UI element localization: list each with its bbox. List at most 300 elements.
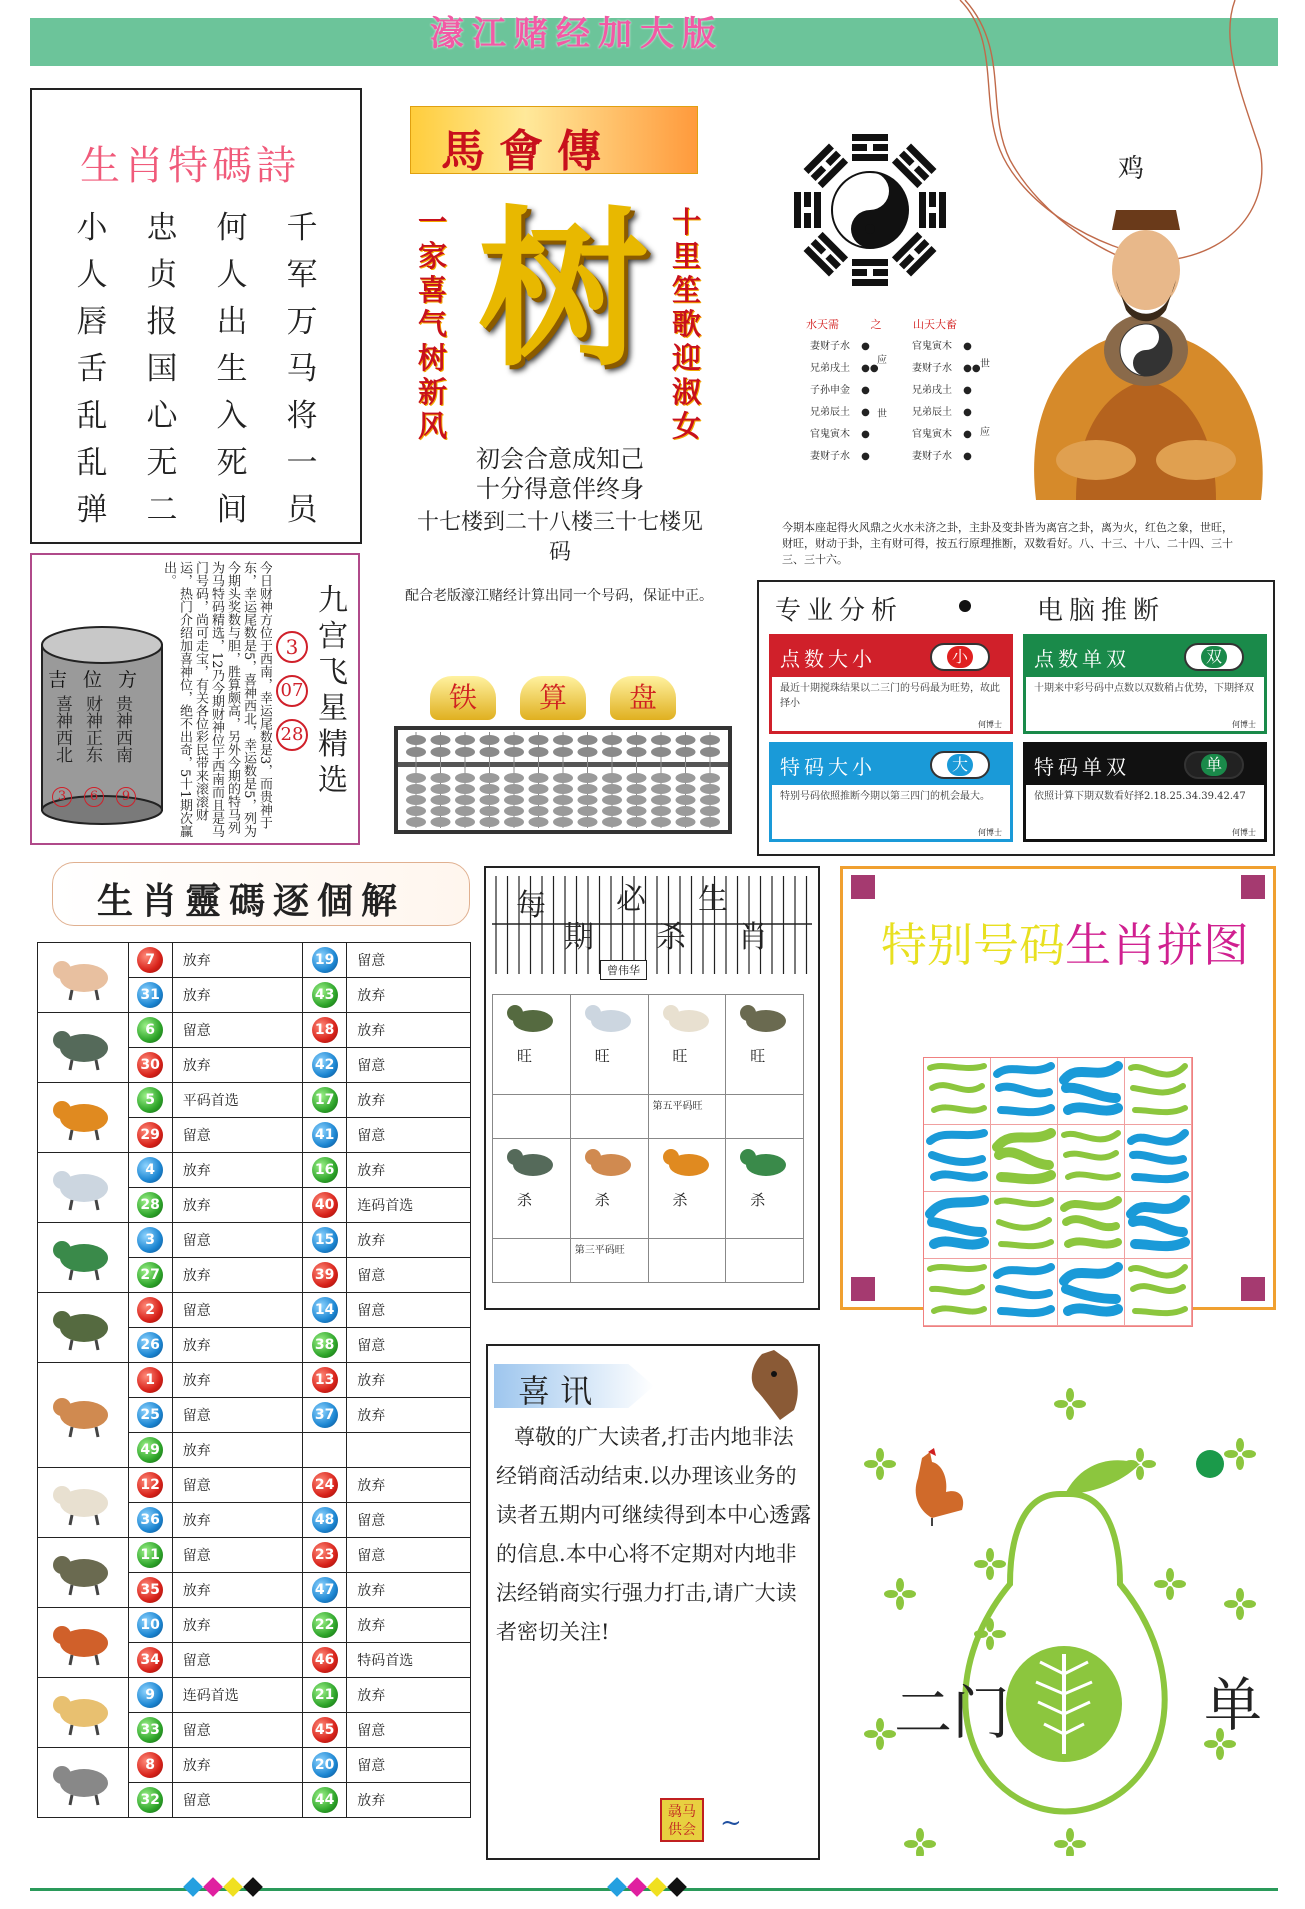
advice-cell: 留意 <box>172 1293 302 1328</box>
abacus-bead <box>651 795 671 805</box>
abacus-bead <box>676 817 696 827</box>
number-ball: 36 <box>137 1507 163 1533</box>
news-box <box>486 1344 820 1860</box>
table-row <box>38 1538 471 1573</box>
analysis-box-text: 依照计算下期双数看好择2.18.25.34.39.42.47 <box>1034 791 1246 802</box>
number-ball-cell <box>128 978 172 1013</box>
number-ball-cell <box>128 1748 172 1783</box>
abacus-bead <box>553 817 573 827</box>
abacus-bead <box>529 735 549 745</box>
advice-cell: 放弃 <box>172 1328 302 1363</box>
number-ball-cell <box>128 1363 172 1398</box>
table-row <box>38 1293 471 1328</box>
abacus-bead <box>651 747 671 757</box>
meiqi-box <box>484 866 820 1310</box>
puzzle-tile <box>1058 1058 1124 1124</box>
number-ball: 28 <box>137 1192 163 1218</box>
yao-dot-icon: ●● <box>858 363 879 374</box>
mahui-lines <box>410 444 710 568</box>
analysis-box-title: 特码大小 <box>780 755 876 779</box>
meiqi-char-5: 生 <box>698 882 728 917</box>
jiugong-title: 九宫飞星精选 <box>318 583 348 798</box>
abacus-bead <box>553 735 573 745</box>
advice-cell: 留意 <box>172 1223 302 1258</box>
advice-cell: 放弃 <box>347 1013 471 1048</box>
yao-dot-icon: ● <box>858 407 870 418</box>
horse-icon <box>38 1363 129 1468</box>
abacus-bead <box>651 806 671 816</box>
meiqi-note-cell <box>648 1239 726 1283</box>
meiqi-note-cell <box>726 1095 804 1139</box>
footer-color-dots <box>610 1880 684 1894</box>
advice-cell: 放弃 <box>347 1678 471 1713</box>
number-ball: 18 <box>312 1017 338 1043</box>
analysis-header-right: 电脑推断 <box>1037 596 1166 626</box>
analysis-box <box>1023 634 1267 734</box>
poem-char: 心 <box>146 398 178 434</box>
abacus-bead <box>480 795 500 805</box>
drum-col-3: 贵神西南 <box>112 695 132 763</box>
meiqi-note-cell <box>493 1095 571 1139</box>
abacus-bead <box>431 806 451 816</box>
horse-head-icon <box>744 1350 804 1422</box>
table-row <box>38 1223 471 1258</box>
advice-cell: 留意 <box>347 1713 471 1748</box>
number-ball: 26 <box>137 1332 163 1358</box>
number-ball-cell <box>128 1573 172 1608</box>
meiqi-note-cell: 第三平码旺 <box>570 1239 648 1283</box>
number-ball: 38 <box>312 1332 338 1358</box>
advice-cell: 放弃 <box>172 1363 302 1398</box>
yao-dot-icon: ● <box>858 451 870 462</box>
abacus-bead <box>602 817 622 827</box>
advice-cell: 放弃 <box>172 1188 302 1223</box>
ox-icon <box>38 1013 129 1083</box>
hexagram-row <box>810 424 900 446</box>
abacus-bead <box>553 784 573 794</box>
advice-cell: 放弃 <box>347 1083 471 1118</box>
analysis-box-header <box>772 637 1010 677</box>
bagua-description: 今期本座起得火风鼎之火水未济之卦，主卦及变卦皆为离宫之卦，离为火，红色之象，世旺，财旺，财动于卦，主有财可得，按五行原理推断，双数看好。八、十三、十八、二十四、三十三、三十六。 <box>782 521 1233 566</box>
abacus-title-3: 盘 <box>610 676 676 720</box>
meiqi-note-cell <box>570 1095 648 1139</box>
poem-char: 乱 <box>76 398 108 434</box>
abacus-bead <box>455 806 475 816</box>
table-row <box>38 1678 471 1713</box>
goat-icon <box>38 1468 129 1538</box>
number-ball: 21 <box>312 1682 338 1708</box>
abacus-bead <box>529 817 549 827</box>
number-ball: 15 <box>312 1227 338 1253</box>
advice-cell: 放弃 <box>347 1398 471 1433</box>
hexagram-row-label: 妻财子水 <box>810 341 850 352</box>
number-ball: 20 <box>312 1752 338 1778</box>
poem-columns <box>72 202 322 531</box>
table-row <box>38 1363 471 1398</box>
abacus-bead <box>553 806 573 816</box>
yao-dot-icon: ● <box>960 341 972 352</box>
advice-cell: 放弃 <box>347 1223 471 1258</box>
analysis-box-sign: 何博士 <box>978 720 1002 729</box>
advice-cell: 留意 <box>172 1643 302 1678</box>
number-ball-cell <box>303 1713 347 1748</box>
advice-cell: 留意 <box>347 943 471 978</box>
advice-cell: 放弃 <box>347 1363 471 1398</box>
abacus-bead <box>480 735 500 745</box>
analysis-badge <box>1184 643 1244 671</box>
abacus-bead <box>431 773 451 783</box>
puzzle-title-b: 生肖拼图 <box>1065 918 1249 972</box>
abacus-bead <box>651 817 671 827</box>
news-body: 尊敬的广大读者,打击内地非法经销商活动结束.以办理该业务的读者五期内可继续得到本中心透露的信息.本中心将不定期对内地非法经销商实行强力打击,请广大读者密切关注! <box>496 1425 811 1644</box>
meiqi-verdict: 杀 <box>517 1191 533 1209</box>
number-ball-cell <box>303 1328 347 1363</box>
abacus-title-2: 算 <box>520 676 586 720</box>
table-row <box>38 1468 471 1503</box>
puzzle-tile <box>1125 1125 1191 1191</box>
pear-illustration <box>840 1344 1276 1856</box>
zodiac-poem-box <box>30 88 362 544</box>
poem-char: 万 <box>286 304 318 340</box>
analysis-badge <box>930 751 990 779</box>
rabbit-icon <box>38 1153 129 1223</box>
abacus-bead <box>480 806 500 816</box>
number-ball-cell <box>303 1468 347 1503</box>
rooster-label: 鸡 <box>1118 154 1145 184</box>
number-ball-cell <box>303 1538 347 1573</box>
abacus-bead <box>480 773 500 783</box>
number-ball-cell <box>303 1013 347 1048</box>
advice-cell: 留意 <box>172 1118 302 1153</box>
pear-right-text: 单 <box>1204 1671 1263 1739</box>
abacus-bead <box>627 784 647 794</box>
ying-mark-right: 应 <box>980 427 990 438</box>
abacus-bead <box>553 773 573 783</box>
advice-cell: 放弃 <box>347 1153 471 1188</box>
drum-title: 吉位方 <box>48 669 154 691</box>
hexagram-row <box>810 380 900 402</box>
analysis-badge-label: 单 <box>1201 754 1227 776</box>
dog-icon <box>38 1678 129 1748</box>
advice-cell: 放弃 <box>172 1608 302 1643</box>
abacus-bead <box>651 773 671 783</box>
bagua-taiji-icon <box>790 130 950 290</box>
puzzle-tile <box>924 1125 990 1191</box>
number-ball-cell <box>303 1748 347 1783</box>
abacus-bead <box>529 773 549 783</box>
abacus-bead <box>700 784 720 794</box>
analysis-box-title: 点数单双 <box>1034 647 1130 671</box>
number-ball-cell <box>128 1048 172 1083</box>
abacus-bead <box>700 795 720 805</box>
hexagram-row <box>912 446 1002 468</box>
advice-cell: 放弃 <box>172 1573 302 1608</box>
meiqi-cell <box>726 1139 804 1239</box>
abacus-bead <box>700 817 720 827</box>
advice-cell: 留意 <box>172 1538 302 1573</box>
abacus-bead <box>700 806 720 816</box>
advice-cell: 留意 <box>347 1748 471 1783</box>
number-ball: 44 <box>312 1787 338 1813</box>
advice-cell: 留意 <box>172 1468 302 1503</box>
poem-char: 小 <box>76 210 108 246</box>
analysis-header-left: 专业分析 <box>775 596 904 626</box>
meiqi-verdict: 旺 <box>750 1047 766 1065</box>
meiqi-note-cell <box>493 1239 571 1283</box>
meiqi-cell <box>570 1139 648 1239</box>
analysis-badge-label: 双 <box>1201 646 1227 668</box>
advice-cell: 放弃 <box>347 978 471 1013</box>
poem-column <box>282 202 322 531</box>
number-ball-cell <box>303 1153 347 1188</box>
advice-cell: 留意 <box>172 1398 302 1433</box>
poem-char: 入 <box>216 398 248 434</box>
number-ball: 35 <box>137 1577 163 1603</box>
number-ball: 45 <box>312 1717 338 1743</box>
analysis-box-sign: 何博士 <box>978 828 1002 837</box>
number-ball: 47 <box>312 1577 338 1603</box>
number-ball-cell <box>128 943 172 978</box>
analysis-box-sign: 何博士 <box>1232 828 1256 837</box>
number-ball-cell <box>303 1643 347 1678</box>
jiugong-box <box>30 553 360 845</box>
hex-right: 山天大畜 <box>913 318 957 331</box>
poem-char: 死 <box>216 445 248 481</box>
abacus-bead <box>676 806 696 816</box>
number-ball: 33 <box>137 1717 163 1743</box>
number-ball: 23 <box>312 1542 338 1568</box>
abacus-bead <box>700 747 720 757</box>
advice-cell: 留意 <box>347 1538 471 1573</box>
mahui-title: 馬會傳 <box>441 126 615 177</box>
rooster-icon <box>38 1608 129 1678</box>
hexagram-row-label: 官鬼寅木 <box>912 429 952 440</box>
advice-cell <box>347 1433 471 1468</box>
number-ball-cell <box>128 1153 172 1188</box>
abacus-bead <box>602 747 622 757</box>
table-row <box>38 1083 471 1118</box>
yao-dot-icon: ●● <box>960 363 981 374</box>
zodiac-title: 生肖靈碼逐個解 <box>97 880 406 922</box>
number-ball-cell <box>128 1293 172 1328</box>
analysis-box-text: 十期来中彩号码中点数以双数稍占优势，下期择双 <box>1034 683 1254 694</box>
hexagram-row-label: 兄弟辰土 <box>912 407 952 418</box>
analysis-panel <box>757 580 1275 856</box>
analysis-badge <box>930 643 990 671</box>
number-ball-cell <box>303 1433 347 1468</box>
tiger-icon <box>659 1143 715 1185</box>
poem-char: 乱 <box>76 445 108 481</box>
yao-dot-icon: ● <box>858 341 870 352</box>
analysis-box-header <box>1026 637 1264 677</box>
abacus-bead <box>431 747 451 757</box>
hexagram-row-label: 妻财子水 <box>912 363 952 374</box>
number-ball-cell <box>303 1083 347 1118</box>
number-ball: 30 <box>137 1052 163 1078</box>
meiqi-verdict: 杀 <box>594 1191 610 1209</box>
abacus-bead <box>431 817 451 827</box>
jiugong-text: 今日财神方位于西南，幸运尾数是3，而贵神于东，幸运尾数是5，喜神西北，幸运数是5，列为今期头奖数与胆，胜算颇高，另外今期的特马列为马特码精选，12乃今期财神位于西南而且是马门号码，尚可走宝，有关各位彩民带来滚滚财运，热门介绍加喜神位，绝不出奇，5十1期次赢出。 <box>161 561 272 838</box>
puzzle-tile <box>1058 1192 1124 1258</box>
abacus-bead <box>504 773 524 783</box>
advice-cell: 留意 <box>172 1713 302 1748</box>
hexagram-row-label: 官鬼寅木 <box>810 429 850 440</box>
advice-cell: 放弃 <box>172 978 302 1013</box>
number-ball: 24 <box>312 1472 338 1498</box>
abacus-bead <box>504 795 524 805</box>
meiqi-cell <box>648 995 726 1095</box>
poem-char: 弹 <box>76 492 108 528</box>
mahui-line-1: 初会合意成知己 <box>476 445 644 473</box>
number-ball: 4 <box>137 1157 163 1183</box>
advice-cell: 放弃 <box>172 1748 302 1783</box>
number-ball: 3 <box>137 1227 163 1253</box>
analysis-box-text: 最近十期搅珠结果以二三门的号码最为旺势，故此择小 <box>780 683 1000 709</box>
abacus-bead <box>627 747 647 757</box>
abacus-bead <box>700 735 720 745</box>
advice-cell: 留意 <box>172 1783 302 1818</box>
number-ball: 10 <box>137 1612 163 1638</box>
poem-char: 将 <box>286 398 318 434</box>
mahui-left-couplet: 一家喜气树新风 <box>418 205 448 443</box>
number-ball-cell <box>303 1573 347 1608</box>
number-ball-cell <box>303 1048 347 1083</box>
table-row <box>38 943 471 978</box>
abacus-bead <box>602 806 622 816</box>
jiugong-number-1: 3 <box>276 631 308 663</box>
number-ball: 40 <box>312 1192 338 1218</box>
poem-char: 千 <box>286 210 318 246</box>
analysis-badge-label: 大 <box>947 754 973 776</box>
ox-icon <box>503 1143 559 1185</box>
meiqi-char-6: 肖 <box>738 920 768 955</box>
meiqi-verdict: 旺 <box>517 1047 533 1065</box>
advice-cell: 平码首选 <box>172 1083 302 1118</box>
hexagram-row-label: 官鬼寅木 <box>912 341 952 352</box>
meiqi-table <box>492 994 804 1283</box>
poem-char: 唇 <box>76 304 108 340</box>
abacus-bead <box>480 784 500 794</box>
hex-left: 水天需 <box>806 318 839 331</box>
analysis-box-sign: 何博士 <box>1232 720 1256 729</box>
advice-cell: 连码首选 <box>172 1678 302 1713</box>
meiqi-cell <box>726 995 804 1095</box>
analysis-box <box>1023 742 1267 842</box>
abacus-bead <box>455 773 475 783</box>
number-ball-cell <box>128 1468 172 1503</box>
signature-mark: ~ <box>720 1808 742 1838</box>
advice-cell: 留意 <box>347 1258 471 1293</box>
banner-title: 濠江赌经加大版 <box>430 14 724 54</box>
number-ball: 7 <box>137 947 163 973</box>
analysis-box-title: 点数大小 <box>780 647 876 671</box>
number-ball-cell <box>128 1608 172 1643</box>
advice-cell: 留意 <box>172 1013 302 1048</box>
abacus-bead <box>578 773 598 783</box>
puzzle-tile <box>1125 1058 1191 1124</box>
abacus-bead <box>455 735 475 745</box>
number-ball: 42 <box>312 1052 338 1078</box>
abacus-bead <box>578 735 598 745</box>
abacus-bead <box>504 747 524 757</box>
number-ball-cell <box>303 943 347 978</box>
abacus-bead <box>676 735 696 745</box>
advice-cell: 放弃 <box>347 1468 471 1503</box>
number-ball: 34 <box>137 1647 163 1673</box>
poem-char: 国 <box>146 351 178 387</box>
number-ball-cell <box>128 1188 172 1223</box>
ying-mark-left: 应 <box>877 355 887 366</box>
number-ball-cell <box>128 1433 172 1468</box>
abacus-bead <box>504 784 524 794</box>
number-ball-cell <box>128 1643 172 1678</box>
abacus-bead <box>627 806 647 816</box>
number-ball-cell <box>303 1118 347 1153</box>
hexagram-row-label: 兄弟辰土 <box>810 407 850 418</box>
footer-color-dots <box>186 1880 260 1894</box>
number-ball: 46 <box>312 1647 338 1673</box>
analysis-box-text: 特别号码依照推断今期以第三四门的机会最大。 <box>780 791 990 802</box>
abacus-bead <box>578 795 598 805</box>
poem-char: 贞 <box>146 257 178 293</box>
abacus-bead <box>651 784 671 794</box>
puzzle-tile <box>924 1259 990 1325</box>
number-ball: 14 <box>312 1297 338 1323</box>
sage-figure-image <box>1016 200 1276 500</box>
dragon-icon <box>38 1223 129 1293</box>
corner-square <box>1241 1277 1265 1301</box>
hex-mid: 之 <box>870 318 882 331</box>
number-ball: 32 <box>137 1787 163 1813</box>
advice-cell: 放弃 <box>347 1608 471 1643</box>
number-ball: 11 <box>137 1542 163 1568</box>
jiugong-numbers <box>276 631 310 751</box>
puzzle-tile <box>1058 1259 1124 1325</box>
analysis-badge-label: 小 <box>947 646 973 668</box>
abacus-title <box>430 676 676 720</box>
poem-char: 何 <box>216 210 248 246</box>
corner-square <box>1241 875 1265 899</box>
mahui-big-char: 树 <box>478 190 649 390</box>
advice-cell: 留意 <box>347 1293 471 1328</box>
number-ball-cell <box>303 1188 347 1223</box>
meiqi-char-3: 必 <box>616 882 646 917</box>
advice-cell: 放弃 <box>172 943 302 978</box>
poem-column <box>72 202 112 531</box>
abacus-bead <box>406 817 426 827</box>
poem-char: 人 <box>216 257 248 293</box>
table-row <box>493 1239 804 1283</box>
drum-col-1: 喜神西北 <box>52 695 72 763</box>
number-ball: 13 <box>312 1367 338 1393</box>
abacus-bead <box>455 817 475 827</box>
analysis-box <box>769 634 1013 734</box>
abacus-bead <box>406 735 426 745</box>
drum-columns <box>52 695 132 763</box>
dragon-icon <box>736 1143 792 1185</box>
drum-numbers <box>52 787 136 807</box>
analysis-box-title: 特码单双 <box>1034 755 1130 779</box>
number-ball: 1 <box>137 1367 163 1393</box>
advice-cell: 放弃 <box>172 1153 302 1188</box>
jiugong-number-3: 28 <box>276 719 308 751</box>
yao-dot-icon: ● <box>960 451 972 462</box>
drum-num-2: 6 <box>84 787 104 807</box>
hexagram-row-label: 妻财子水 <box>912 451 952 462</box>
abacus-bead <box>406 806 426 816</box>
table-row <box>38 1013 471 1048</box>
number-ball: 48 <box>312 1507 338 1533</box>
